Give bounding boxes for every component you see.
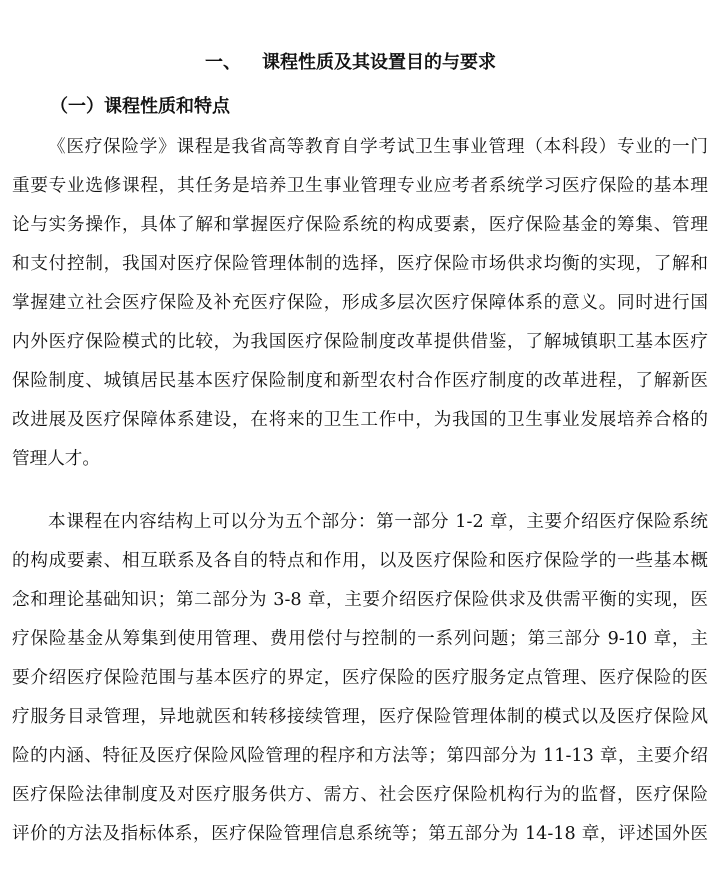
paragraph-1-line: 内外医疗保险模式的比较，为我国医疗保险制度改革提供借鉴，了解城镇职工基本医疗 — [12, 332, 708, 352]
paragraph-1-line: 保险制度、城镇居民基本医疗保险制度和新型农村合作医疗制度的改革进程，了解新医 — [12, 371, 708, 391]
paragraph-1-line: 重要专业选修课程，其任务是培养卫生事业管理专业应考者系统学习医疗保险的基本理 — [12, 176, 708, 196]
paragraph-2-line: 要介绍医疗保险范围与基本医疗的界定，医疗保险的医疗服务定点管理、医疗保险的医 — [12, 668, 708, 688]
subsection-heading: （一）课程性质和特点 — [50, 96, 230, 117]
paragraph-1-line: 管理人才。 — [12, 449, 100, 469]
paragraph-2-line: 本课程在内容结构上可以分为五个部分：第一部分 1-2 章，主要介绍医疗保险系统 — [48, 512, 708, 532]
paragraph-1-line: 论与实务操作，具体了解和掌握医疗保险系统的构成要素，医疗保险基金的筹集、管理 — [12, 215, 708, 235]
section-heading — [0, 48, 717, 78]
paragraph-2-line: 疗服务目录管理，异地就医和转移接续管理，医疗保险管理体制的模式以及医疗保险风 — [12, 707, 708, 727]
paragraph-2-line: 疗保险基金从筹集到使用管理、费用偿付与控制的一系列问题；第三部分 9-10 章，主 — [12, 629, 708, 649]
paragraph-1-line: 和支付控制，我国对医疗保险管理体制的选择，医疗保险市场供求均衡的实现，了解和 — [12, 254, 708, 274]
section-number: 一、 — [205, 52, 241, 73]
paragraph-2-line: 评价的方法及指标体系，医疗保险管理信息系统等；第五部分为 14-18 章，评述国外医 — [12, 824, 708, 844]
section-title-text: 课程性质及其设置目的与要求 — [262, 52, 496, 73]
paragraph-2-line: 的构成要素、相互联系及各自的特点和作用，以及医疗保险和医疗保险学的一些基本概 — [12, 551, 708, 571]
paragraph-1-line: 改进展及医疗保障体系建设，在将来的卫生工作中，为我国的卫生事业发展培养合格的 — [12, 410, 708, 430]
paragraph-2-line: 医疗保险法律制度及对医疗服务供方、需方、社会医疗保险机构行为的监督，医疗保险 — [12, 785, 708, 805]
paragraph-1-line: 《医疗保险学》课程是我省高等教育自学考试卫生事业管理（本科段）专业的一门 — [48, 137, 708, 157]
paragraph-2-line: 险的内涵、特征及医疗保险风险管理的程序和方法等；第四部分为 11-13 章，主要介绍 — [12, 746, 708, 766]
paragraph-1-line: 掌握建立社会医疗保险及补充医疗保险，形成多层次医疗保障体系的意义。同时进行国 — [12, 293, 708, 313]
paragraph-2-line: 念和理论基础知识；第二部分为 3-8 章，主要介绍医疗保险供求及供需平衡的实现，医 — [12, 590, 708, 610]
